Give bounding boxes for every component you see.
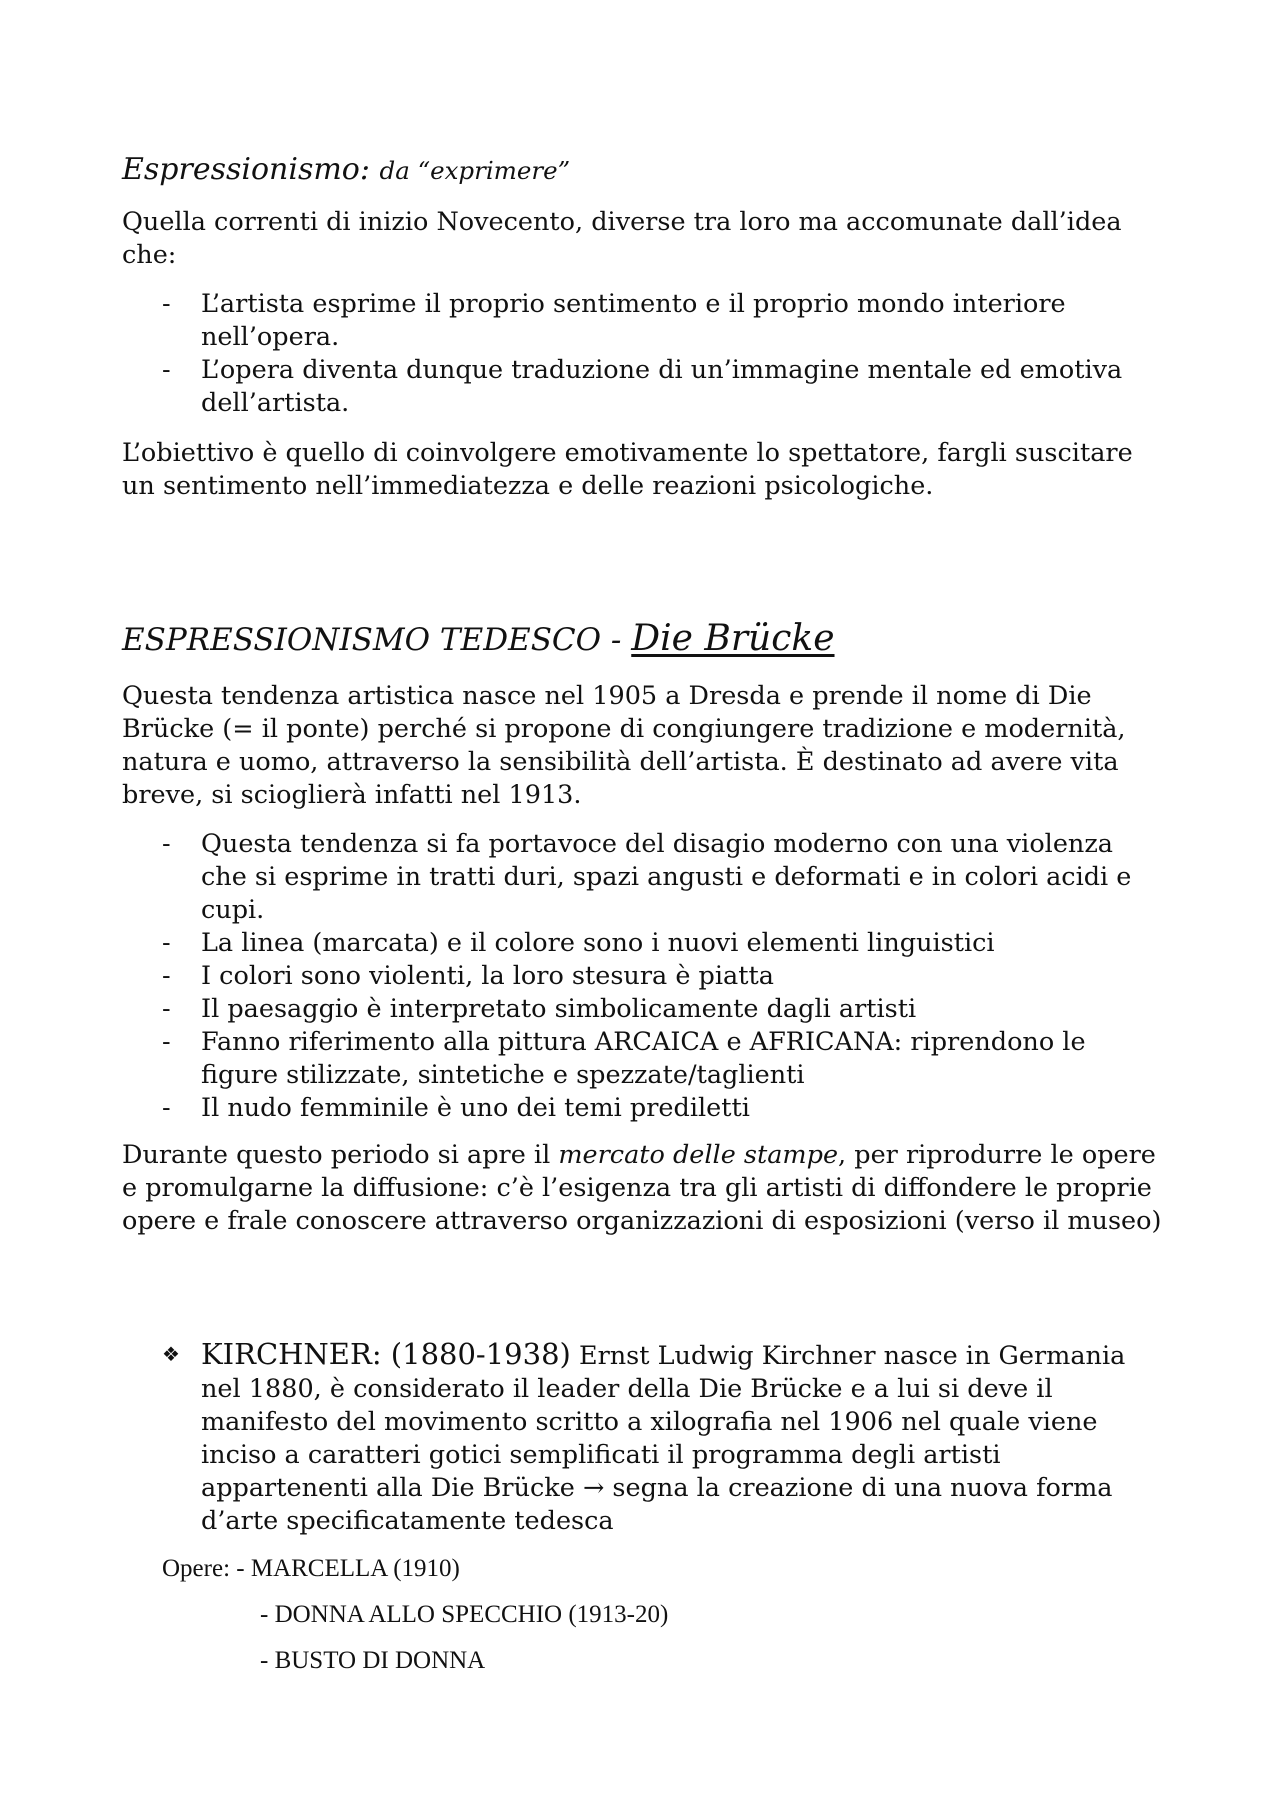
bullet-list-2 (122, 828, 1162, 1125)
title-name: Die Brücke (631, 618, 835, 659)
title-subtitle: da “exprimere” (379, 156, 571, 185)
diamond-bullet-icon: ❖ (162, 1342, 180, 1366)
opere-line-3: - BUSTO DI DONNA (260, 1647, 486, 1674)
goal-paragraph: L’obiettivo è quello di coinvolgere emotivamente lo spettatore, fargli suscitare un sentimento nell’immediatezza e delle reazioni psicologiche. (122, 438, 1133, 501)
list-item: - Fanno riferimento alla pittura ARCAICA e AFRICANA: riprendono le figure stilizzate, sintetiche e spezzate/taglienti (122, 1026, 1162, 1092)
brucke-intro-paragraph: Questa tendenza artistica nasce nel 1905 a Dresda e prende il nome di Die Brücke (= il ponte) perché si propone di congiungere tradizione e modernità, natura e uomo, attraverso la sensibilità dell’artista. È destinato ad avere vita breve, si scioglierà infatti nel 1913. (122, 681, 1126, 810)
intro-paragraph: Quella correnti di inizio Novecento, diverse tra loro ma accomunate dall’idea che: (122, 207, 1122, 270)
list-item: - L’opera diventa dunque traduzione di un’immagine mentale ed emotiva dell’artista. (122, 354, 1162, 420)
list-item: - L’artista esprime il proprio sentimento e il proprio mondo interiore nell’opera. (122, 288, 1162, 354)
market-paragraph (122, 1139, 1162, 1238)
bullet-list-1 (122, 288, 1162, 420)
section-title-espressionismo (122, 152, 570, 187)
market-text-after: , per riprodurre le opere e promulgarne la diffusione: c’è l’esigenza tra gli artisti di diffondere le proprie opere e frale conoscere attraverso organizzazioni di esposizioni (verso il museo) (122, 1140, 1162, 1236)
kirchner-text-before-arrow: Ernst Ludwig Kirchner nasce in Germania nel 1880, è considerato il leader della Die Brücke e a lui si deve il manifesto del movimento scritto a xilografia nel 1906 nel quale viene inciso a caratteri gotici semplificati il programma degli artisti appartenenti alla Die Brücke (201, 1341, 1126, 1503)
list-item: - I colori sono violenti, la loro stesura è piatta (122, 960, 1162, 993)
list-item: - Questa tendenza si fa portavoce del disagio moderno con una violenza che si esprime in tratti duri, spazi angusti e deformati e in colori acidi e cupi. (122, 828, 1162, 927)
market-italic-term: mercato delle stampe (558, 1140, 839, 1170)
opere-line-1: Opere: - MARCELLA (1910) (162, 1555, 460, 1582)
title-text: Espressionismo: (122, 152, 370, 187)
list-item: - Il nudo femminile è uno dei temi prediletti (122, 1092, 1162, 1125)
section-title-die-brucke (122, 618, 835, 659)
kirchner-text-after-arrow: segna la creazione di una nuova forma d’arte specificatamente tedesca (201, 1473, 1113, 1536)
list-item: - La linea (marcata) e il colore sono i nuovi elementi linguistici (122, 927, 1162, 960)
opere-line-2: - DONNA ALLO SPECCHIO (1913-20) (260, 1601, 669, 1628)
market-text-before: Durante questo periodo si apre il (122, 1140, 559, 1170)
kirchner-heading: KIRCHNER: (1880-1938) (201, 1337, 571, 1371)
title-text: ESPRESSIONISMO TEDESCO - (122, 622, 622, 658)
list-item: - Il paesaggio è interpretato simbolicamente dagli artisti (122, 993, 1162, 1026)
arrow-right-icon: → (582, 1473, 605, 1503)
kirchner-item (122, 1338, 1162, 1538)
